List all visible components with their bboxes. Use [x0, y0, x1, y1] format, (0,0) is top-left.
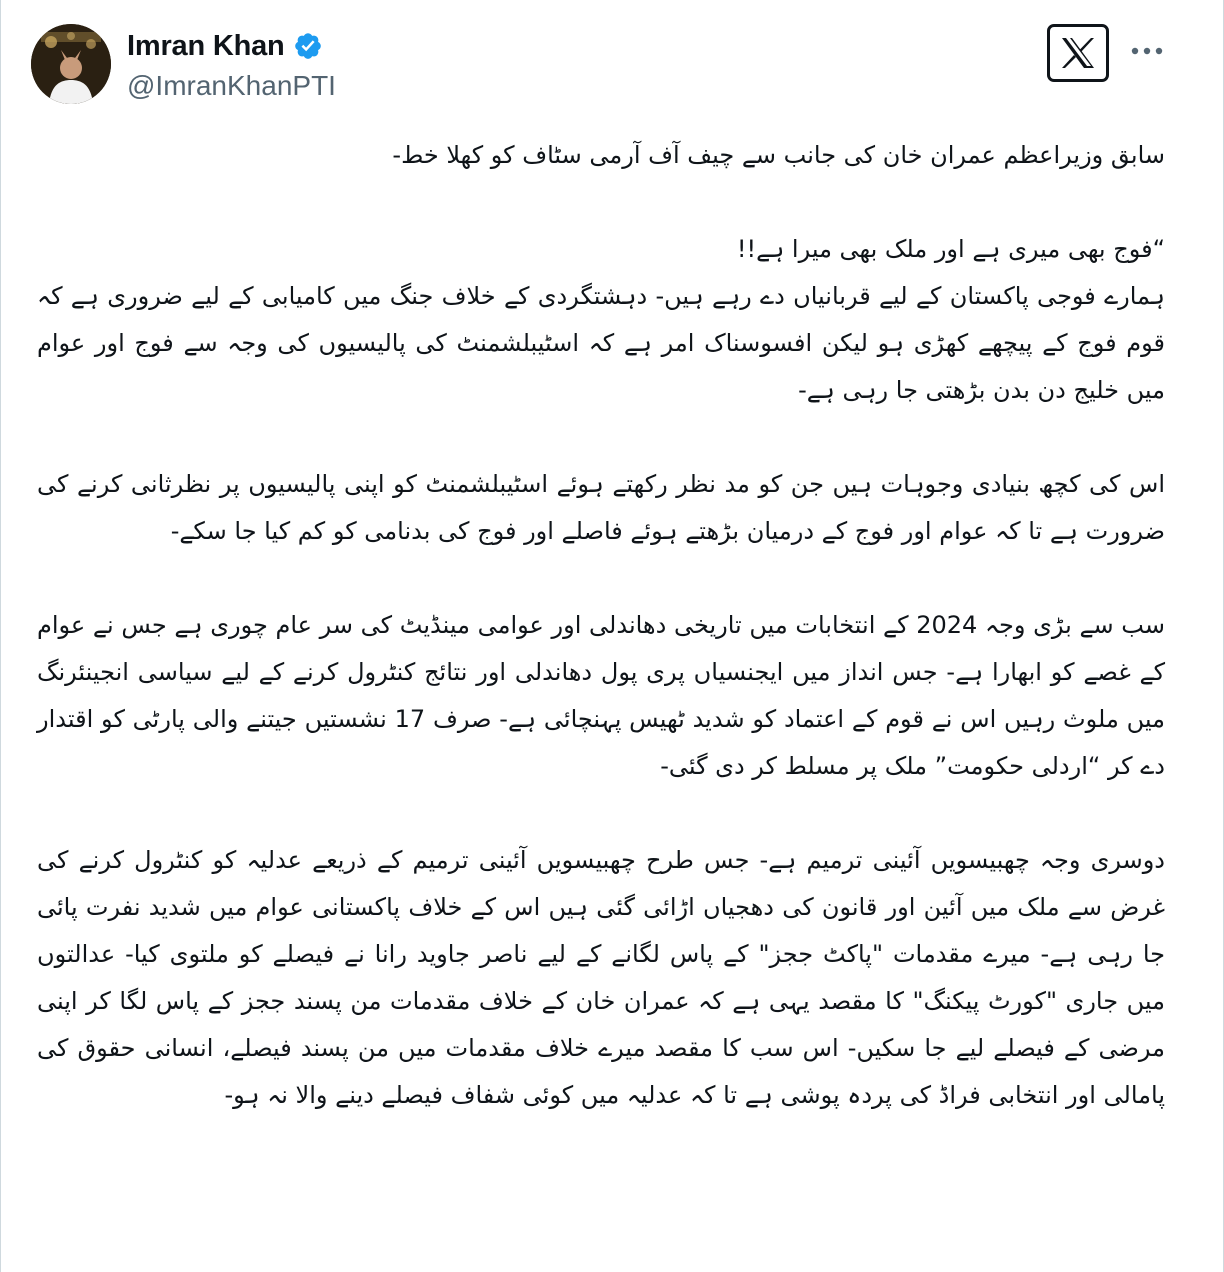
post-text [37, 132, 1165, 1166]
avatar[interactable] [31, 24, 111, 104]
verified-badge-icon[interactable] [293, 31, 323, 61]
display-name-row [127, 28, 336, 64]
post-header [31, 24, 1197, 104]
post-paragraph: دوسری وجہ چھبیسویں آئینی ترمیم ہے- جس طرح چھبیسویں آئینی ترمیم کے ذریعے عدلیہ کو کنٹرول کرنے کی غرض سے ملک میں آئین اور قانون کی دھجیاں اڑائی گئی ہیں اس کے خلاف پاکستانی عوام میں شدید نفرت پائی جا رہی ہے- میرے مقدمات "پاکٹ ججز" کے پاس لگانے کے لیے ناصر جاوید رانا نے فیصلے کو ملتوی کیا- عدالتوں میں جاری "کورٹ پیکنگ" کا مقصد یہی ہے کہ عمران خان کے خلاف مقدمات من پسند ججز کے پاس لگا کر اپنی مرضی کے فیصلے لیے جا سکیں- اس سب کا مقصد میرے خلاف مقدمات میں من پسند فیصلے، انسانی حقوق کی پامالی اور انتخابی فراڈ کی پردہ پوشی ہے تا کہ عدلیہ میں کوئی شفاف فیصلے دینے والا نہ ہو- [37, 846, 1165, 1109]
author-handle[interactable]: @ImranKhanPTI [127, 70, 336, 101]
author-names [127, 28, 336, 102]
author-display-name[interactable]: Imran Khan [127, 29, 285, 62]
avatar-image-icon [31, 24, 111, 104]
post-paragraph: اس کی کچھ بنیادی وجوہات ہیں جن کو مد نظر رکھتے ہوئے اسٹیبلشمنٹ کو اپنی پالیسیوں پر نظرثانی کرنے کی ضرورت ہے تا کہ عوام اور فوج کے درمیان بڑھتے ہوئے فاصلے اور فوج کی بدنامی کو کم کیا جا سکے- [37, 470, 1165, 545]
x-logo-icon [1058, 35, 1098, 71]
more-options-button[interactable] [1127, 36, 1167, 66]
post-paragraph: سب سے بڑی وجہ 2024 کے انتخابات میں تاریخی دھاندلی اور عوامی مینڈیٹ کی سر عام چوری ہے جس نے عوام کے غصے کو ابھارا ہے- جس انداز میں ایجنسیاں پری پول دھاندلی اور نتائج کنٹرول کرنے کے لیے سیاسی انجینئرنگ میں ملوث رہیں اس نے قوم کے اعتماد کو شدید ٹھیس پہنچائی ہے- صرف 17 نشستیں جیتنے والی پارٹی کو اقتدار دے کر “اردلی حکومت” ملک پر مسلط کر دی گئی- [37, 611, 1166, 780]
more-options-icon [1131, 47, 1163, 55]
x-logo-button[interactable] [1047, 24, 1109, 82]
post-paragraph: “فوج بھی میری ہے اور ملک بھی میرا ہے!! ہمارے فوجی پاکستان کے لیے قربانیاں دے رہے ہیں- دہشتگردی کے خلاف جنگ میں کامیابی کے لیے ضروری ہے کہ قوم فوج کے پیچھے کھڑی ہو لیکن افسوسناک امر ہے کہ اسٹیبلشمنٹ کی پالیسیوں کی وجہ سے فوج اور عوام میں خلیج دن بدن بڑھتی جا رہی ہے- [37, 235, 1165, 404]
post-paragraph: سابق وزیراعظم عمران خان کی جانب سے چیف آف آرمی سٹاف کو کھلا خط- [392, 141, 1165, 169]
